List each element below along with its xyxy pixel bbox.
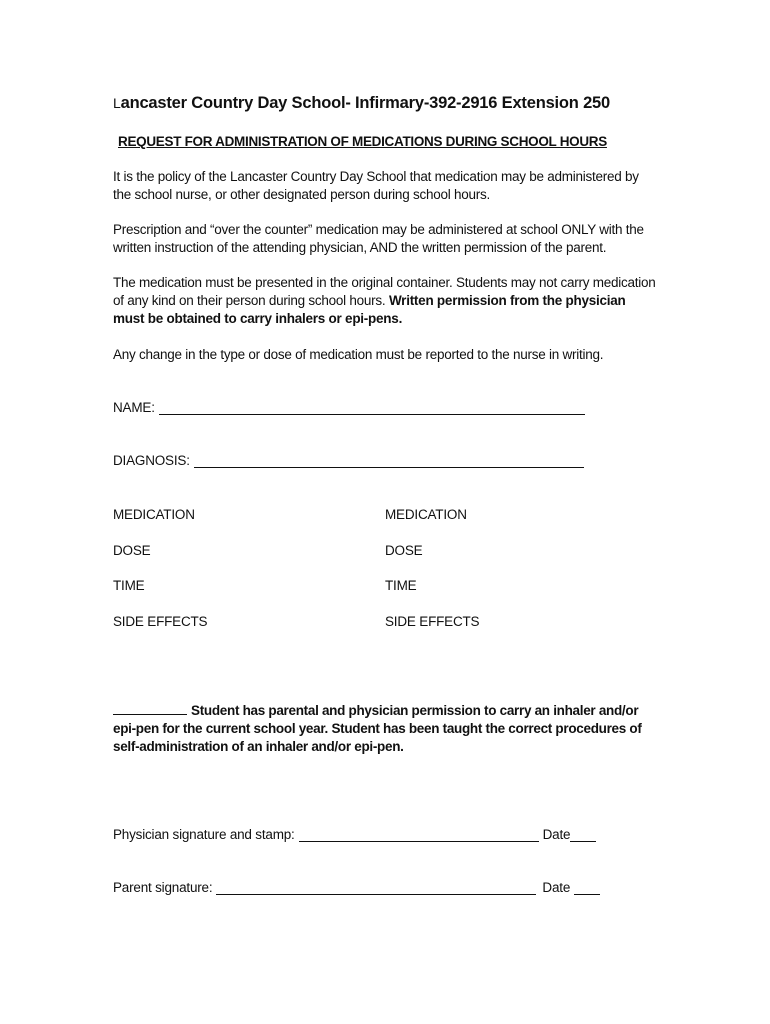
container-paragraph-text: The medication must be presented in the original container. Students may not carry medication of any kind on their person during school hours.: [113, 275, 656, 308]
time-label-right: TIME: [385, 578, 417, 593]
side-effects-label-right: SIDE EFFECTS: [385, 614, 480, 629]
physician-date-label: Date: [542, 827, 571, 842]
parent-signature-label: Parent signature:: [113, 880, 213, 895]
medication-label-left: MEDICATION: [113, 507, 195, 522]
diagnosis-label: DIAGNOSIS:: [113, 453, 190, 468]
dose-label-right: DOSE: [385, 543, 423, 558]
inhaler-permission-statement: [113, 702, 658, 756]
title-text: ancaster Country Day School- Infirmary-392-2916 Extension 250: [120, 94, 611, 112]
policy-paragraph: It is the policy of the Lancaster Country Day School that medication may be administered by the school nurse, or other designated person during school hours.: [113, 169, 639, 202]
parent-signature-row: [113, 880, 600, 895]
physician-signature-label: Physician signature and stamp:: [113, 827, 295, 842]
medication-label-right: MEDICATION: [385, 507, 467, 522]
prescription-paragraph: Prescription and “over the counter” medication may be administered at school ONLY with the written instruction of the attending physician, AND the written permission of the parent.: [113, 222, 644, 255]
physician-date-field[interactable]: [570, 827, 596, 842]
diagnosis-field-row: [113, 453, 584, 468]
diagnosis-field[interactable]: [194, 453, 584, 468]
name-label: NAME:: [113, 400, 155, 415]
time-label-left: TIME: [113, 578, 145, 593]
dose-label-left: DOSE: [113, 543, 151, 558]
physician-signature-field[interactable]: [299, 827, 539, 842]
physician-signature-row: [113, 827, 596, 842]
inhaler-statement-text: Student has parental and physician permission to carry an inhaler and/or epi-pen for the current school year. Student has been taught the correct procedures of self-administration of an inhaler and/or epi-pen.: [113, 703, 642, 754]
container-paragraph: [113, 274, 658, 328]
change-paragraph: Any change in the type or dose of medication must be reported to the nurse in writing.: [113, 347, 604, 362]
side-effects-label-left: SIDE EFFECTS: [113, 614, 208, 629]
inhaler-initial-field[interactable]: [113, 702, 187, 715]
parent-date-field[interactable]: [574, 880, 600, 895]
form-subtitle: REQUEST FOR ADMINISTRATION OF MEDICATIONS DURING SCHOOL HOURS: [118, 134, 607, 149]
parent-signature-field[interactable]: [216, 880, 536, 895]
parent-date-label: Date: [542, 880, 571, 895]
name-field-row: [113, 400, 585, 415]
page-title: [113, 94, 610, 113]
inhaler-permission-note: Written permission from the physician must be obtained to carry inhalers or epi-pens.: [113, 293, 626, 326]
name-field[interactable]: [159, 400, 585, 415]
title-first-letter: L: [113, 95, 121, 111]
